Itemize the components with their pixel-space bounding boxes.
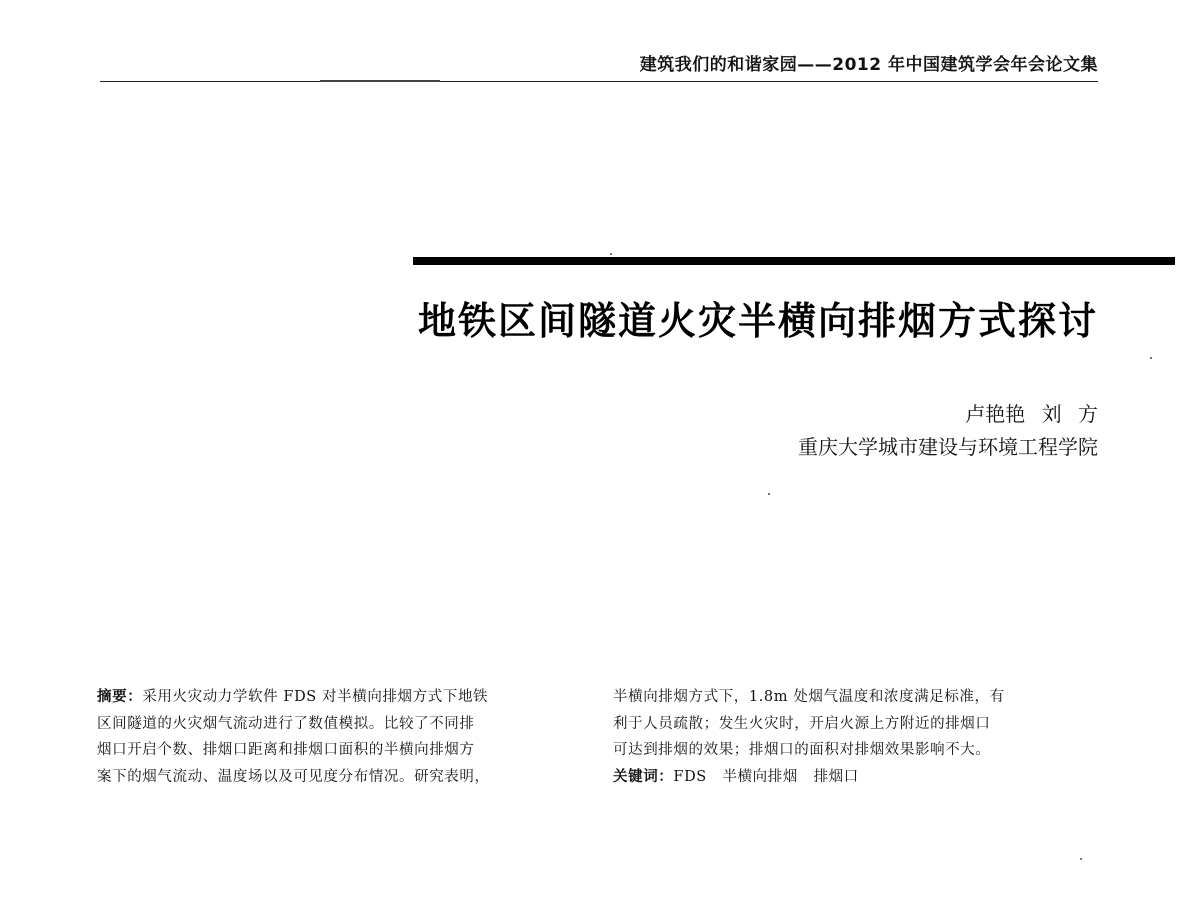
- abstract-line: 烟口开启个数、排烟口距离和排烟口面积的半横向排烟方: [97, 742, 475, 758]
- keywords-label: 关键词：: [613, 767, 674, 785]
- abstract-line: 案下的烟气流动、温度场以及可见度分布情况。研究表明，: [97, 768, 490, 785]
- keywords-line: [613, 764, 1108, 791]
- keywords-text: FDS 半横向排烟 排烟口: [673, 768, 859, 785]
- scan-speck: [610, 253, 612, 255]
- abstract-left-column: [97, 684, 592, 790]
- scan-speck: [1080, 858, 1082, 860]
- scan-speck: [1150, 357, 1152, 359]
- abstract-right-column: [613, 684, 1108, 790]
- abstract-line: 可达到排烟的效果；排烟口的面积对排烟效果影响不大。: [613, 742, 991, 758]
- header-rule-accent: [320, 80, 440, 82]
- title-bar: [413, 257, 1175, 265]
- scan-speck: [768, 493, 770, 495]
- abstract-line: [97, 684, 592, 711]
- abstract-line: 半横向排烟方式下，1.8m 处烟气温度和浓度满足标准，有: [613, 689, 1005, 705]
- abstract-line: 利于人员疏散；发生火灾时，开启火源上方附近的排烟口: [613, 715, 991, 732]
- abstract-label: 摘要：: [97, 688, 143, 705]
- running-header: 建筑我们的和谐家园——2012 年中国建筑学会年会论文集: [639, 55, 1098, 75]
- authors: 卢艳艳 刘 方: [965, 402, 1098, 426]
- paper-title: 地铁区间隧道火灾半横向排烟方式探讨: [417, 299, 1098, 343]
- abstract-text: 采用火灾动力学软件 FDS 对半横向排烟方式下地铁: [142, 689, 489, 705]
- abstract-line: 区间隧道的火灾烟气流动进行了数值模拟。比较了不同排: [97, 715, 475, 732]
- affiliation: 重庆大学城市建设与环境工程学院: [798, 435, 1098, 459]
- header-rule: [100, 81, 1098, 82]
